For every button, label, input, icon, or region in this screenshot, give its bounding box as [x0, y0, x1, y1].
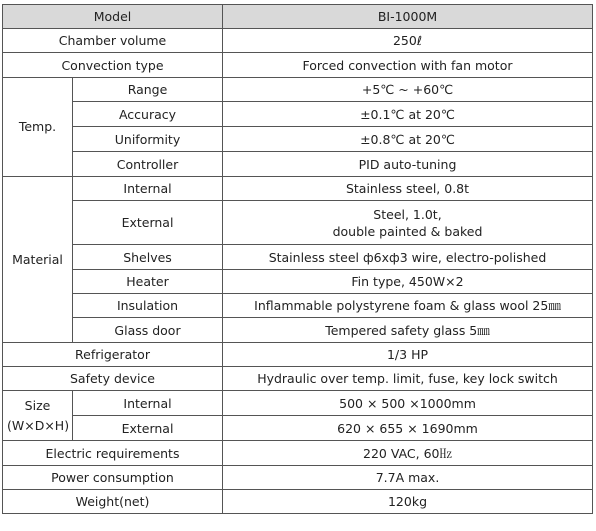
- electric-requirements-value: 220 VAC, 60㎐: [223, 441, 593, 466]
- material-external-label: External: [73, 201, 223, 245]
- size-internal-value: 500 × 500 ×1000mm: [223, 391, 593, 416]
- material-shelves-label: Shelves: [73, 245, 223, 270]
- table-row: [3, 201, 593, 245]
- table-row: [3, 270, 593, 294]
- size-group-label: [3, 391, 73, 441]
- temp-group-label: Temp.: [3, 78, 73, 177]
- material-external-value: [223, 201, 593, 245]
- table-row: [3, 416, 593, 441]
- temp-uniformity-label: Uniformity: [73, 127, 223, 152]
- header-row: [3, 5, 593, 29]
- refrigerator-label: Refrigerator: [3, 343, 223, 367]
- size-external-value: 620 × 655 × 1690mm: [223, 416, 593, 441]
- header-model-label: Model: [3, 5, 223, 29]
- electric-requirements-label: Electric requirements: [3, 441, 223, 466]
- table-row: [3, 466, 593, 490]
- size-external-label: External: [73, 416, 223, 441]
- size-group-label-line2: (W×D×H): [7, 417, 70, 433]
- table-row: [3, 490, 593, 514]
- power-consumption-value: 7.7A max.: [223, 466, 593, 490]
- power-consumption-label: Power consumption: [3, 466, 223, 490]
- table-row: [3, 152, 593, 177]
- table-row: [3, 78, 593, 102]
- material-heater-label: Heater: [73, 270, 223, 294]
- material-external-value-line1: Steel, 1.0t,: [373, 206, 442, 222]
- size-group-label-line1: Size: [24, 397, 51, 413]
- material-internal-value: Stainless steel, 0.8t: [223, 177, 593, 201]
- table-row: [3, 29, 593, 53]
- material-shelves-value: Stainless steel ф6xф3 wire, electro-polished: [223, 245, 593, 270]
- weight-label: Weight(net): [3, 490, 223, 514]
- material-internal-label: Internal: [73, 177, 223, 201]
- table-row: [3, 343, 593, 367]
- temp-uniformity-value: ±0.8℃ at 20℃: [223, 127, 593, 152]
- spec-table: [2, 4, 593, 514]
- temp-accuracy-value: ±0.1℃ at 20℃: [223, 102, 593, 127]
- table-row: [3, 294, 593, 318]
- temp-range-value: +5℃ ~ +60℃: [223, 78, 593, 102]
- table-row: [3, 102, 593, 127]
- material-insulation-value: Inflammable polystyrene foam & glass wool 25㎜: [223, 294, 593, 318]
- table-row: [3, 245, 593, 270]
- table-row: [3, 177, 593, 201]
- table-row: [3, 441, 593, 466]
- convection-type-value: Forced convection with fan motor: [223, 53, 593, 78]
- material-glass-door-label: Glass door: [73, 318, 223, 343]
- table-row: [3, 391, 593, 416]
- table-row: [3, 53, 593, 78]
- refrigerator-value: 1/3 HP: [223, 343, 593, 367]
- chamber-volume-value: 250ℓ: [223, 29, 593, 53]
- header-model-value: BI-1000M: [223, 5, 593, 29]
- temp-controller-value: PID auto-tuning: [223, 152, 593, 177]
- table-row: [3, 318, 593, 343]
- material-external-value-line2: double painted & baked: [332, 223, 483, 239]
- chamber-volume-label: Chamber volume: [3, 29, 223, 53]
- safety-device-label: Safety device: [3, 367, 223, 391]
- material-heater-value: Fin type, 450W×2: [223, 270, 593, 294]
- size-internal-label: Internal: [73, 391, 223, 416]
- temp-accuracy-label: Accuracy: [73, 102, 223, 127]
- temp-range-label: Range: [73, 78, 223, 102]
- table-row: [3, 127, 593, 152]
- weight-value: 120kg: [223, 490, 593, 514]
- convection-type-label: Convection type: [3, 53, 223, 78]
- material-insulation-label: Insulation: [73, 294, 223, 318]
- temp-controller-label: Controller: [73, 152, 223, 177]
- material-group-label: Material: [3, 177, 73, 343]
- table-row: [3, 367, 593, 391]
- safety-device-value: Hydraulic over temp. limit, fuse, key lock switch: [223, 367, 593, 391]
- material-glass-door-value: Tempered safety glass 5㎜: [223, 318, 593, 343]
